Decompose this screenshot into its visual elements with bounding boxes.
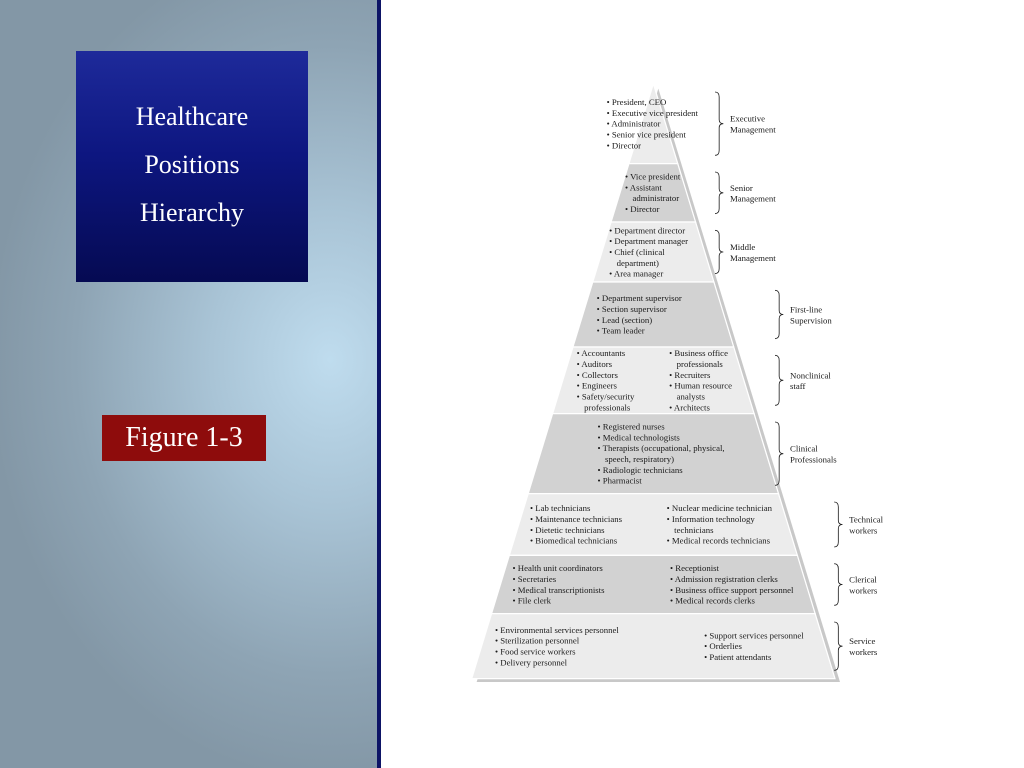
position-item: • Nuclear medicine technician — [666, 503, 773, 514]
position-item: • Collectors — [576, 369, 618, 380]
level-label: workers — [849, 646, 878, 657]
position-item: • Auditors — [576, 359, 613, 370]
position-item: • Receptionist — [670, 563, 719, 574]
position-item: • Business office support personnel — [670, 584, 794, 595]
position-item: • Department director — [609, 225, 686, 236]
pyramid-level — [509, 494, 883, 556]
position-item: • Sterilization personnel — [495, 635, 580, 646]
level-label: Executive — [730, 113, 765, 124]
position-item: • Orderlies — [704, 641, 742, 652]
position-item: • Information technology — [666, 514, 755, 524]
level-brace — [715, 172, 723, 214]
position-item: • Pharmacist — [597, 475, 642, 486]
level-label: workers — [849, 585, 878, 596]
level-label: workers — [849, 525, 878, 536]
level-label: Supervision — [790, 315, 832, 326]
position-item: professionals — [584, 402, 631, 413]
level-label: Technical — [849, 514, 884, 525]
position-item: professionals — [676, 359, 723, 370]
position-item: technicians — [674, 524, 714, 535]
hierarchy-pyramid — [470, 22, 920, 742]
level-brace — [715, 92, 723, 155]
level-label: Middle — [730, 241, 756, 252]
level-brace — [775, 290, 783, 338]
pyramid-level — [607, 84, 777, 164]
position-item: • Patient attendants — [704, 651, 772, 662]
level-label: First-line — [790, 304, 823, 315]
level-label: Management — [730, 252, 776, 263]
position-item: • Chief (clinical — [609, 246, 665, 257]
slide-title-box — [76, 51, 308, 282]
pyramid-level — [528, 414, 837, 494]
position-item: speech, respiratory) — [605, 454, 674, 465]
position-item: • Environmental services personnel — [495, 624, 619, 635]
position-item: • Admission registration clerks — [670, 574, 778, 584]
level-brace — [834, 564, 842, 606]
level-brace — [715, 230, 723, 273]
position-item: • Director — [606, 140, 642, 151]
level-brace — [775, 355, 783, 405]
position-item: • Medical records technicians — [666, 535, 771, 546]
position-item: • Department supervisor — [596, 293, 682, 304]
pyramid-level — [472, 614, 878, 679]
level-label: Senior — [730, 182, 753, 193]
level-label: Clerical — [849, 574, 877, 585]
level-label: Service — [849, 636, 876, 647]
pyramid-level — [492, 555, 878, 613]
position-item: • Registered nurses — [597, 421, 665, 432]
level-brace — [834, 502, 842, 547]
panel-divider — [377, 0, 381, 768]
position-item: department) — [616, 257, 659, 268]
position-item: • Medical technologists — [597, 432, 680, 443]
position-item: • President, CEO — [606, 96, 667, 107]
position-item: • Dietetic technicians — [530, 524, 605, 535]
pyramid-level — [593, 222, 776, 282]
position-item: • Biomedical technicians — [530, 535, 618, 546]
position-item: • Engineers — [576, 380, 617, 391]
position-item: • Secretaries — [512, 574, 557, 584]
position-item: • Area manager — [609, 268, 664, 279]
position-item: • Radiologic technicians — [597, 464, 683, 475]
position-item: • Medical records clerks — [670, 595, 755, 606]
slide-title-line: Positions — [144, 150, 240, 179]
position-item: • Safety/security — [576, 391, 635, 402]
position-item: • Vice president — [625, 171, 681, 182]
position-item: • Human resource — [669, 380, 733, 391]
level-label: Professionals — [790, 454, 837, 465]
position-item: analysts — [676, 391, 705, 402]
position-item: • Business office — [669, 348, 728, 359]
position-item: • Executive vice president — [606, 107, 698, 118]
pyramid-level — [553, 347, 832, 414]
position-item: • Maintenance technicians — [530, 514, 622, 524]
position-item: • Administrator — [606, 118, 661, 129]
position-item: administrator — [632, 193, 680, 204]
level-label: staff — [790, 381, 806, 392]
position-item: • Team leader — [596, 325, 645, 336]
position-item: • Support services personnel — [704, 630, 804, 641]
position-item: • Section supervisor — [596, 304, 667, 315]
position-item: • Senior vice president — [606, 129, 686, 140]
position-item: • Lab technicians — [530, 503, 591, 514]
position-item: • Medical transcriptionists — [512, 584, 605, 595]
position-item: • Architects — [669, 402, 710, 413]
position-item: • Assistant — [625, 182, 662, 193]
position-item: • Delivery personnel — [495, 657, 568, 668]
level-label: Clinical — [790, 443, 818, 454]
level-label: Management — [730, 124, 776, 135]
position-item: • Food service workers — [495, 646, 576, 657]
pyramid-level — [573, 282, 832, 347]
level-brace — [834, 622, 842, 670]
position-item: • Health unit coordinators — [512, 563, 603, 574]
level-label: Management — [730, 193, 776, 204]
level-label: Nonclinical — [790, 370, 831, 381]
slide-title-line: Healthcare — [135, 102, 249, 131]
position-item: • Therapists (occupational, physical, — [597, 443, 725, 454]
figure-label: Figure 1-3 — [102, 415, 266, 461]
position-item: • Lead (section) — [596, 314, 653, 325]
position-item: • Director — [625, 204, 660, 214]
slide-title-line: Hierarchy — [140, 198, 244, 227]
position-item: • File clerk — [512, 595, 552, 606]
position-item: • Department manager — [609, 236, 689, 247]
position-item: • Recruiters — [669, 369, 711, 380]
position-item: • Accountants — [576, 348, 626, 359]
